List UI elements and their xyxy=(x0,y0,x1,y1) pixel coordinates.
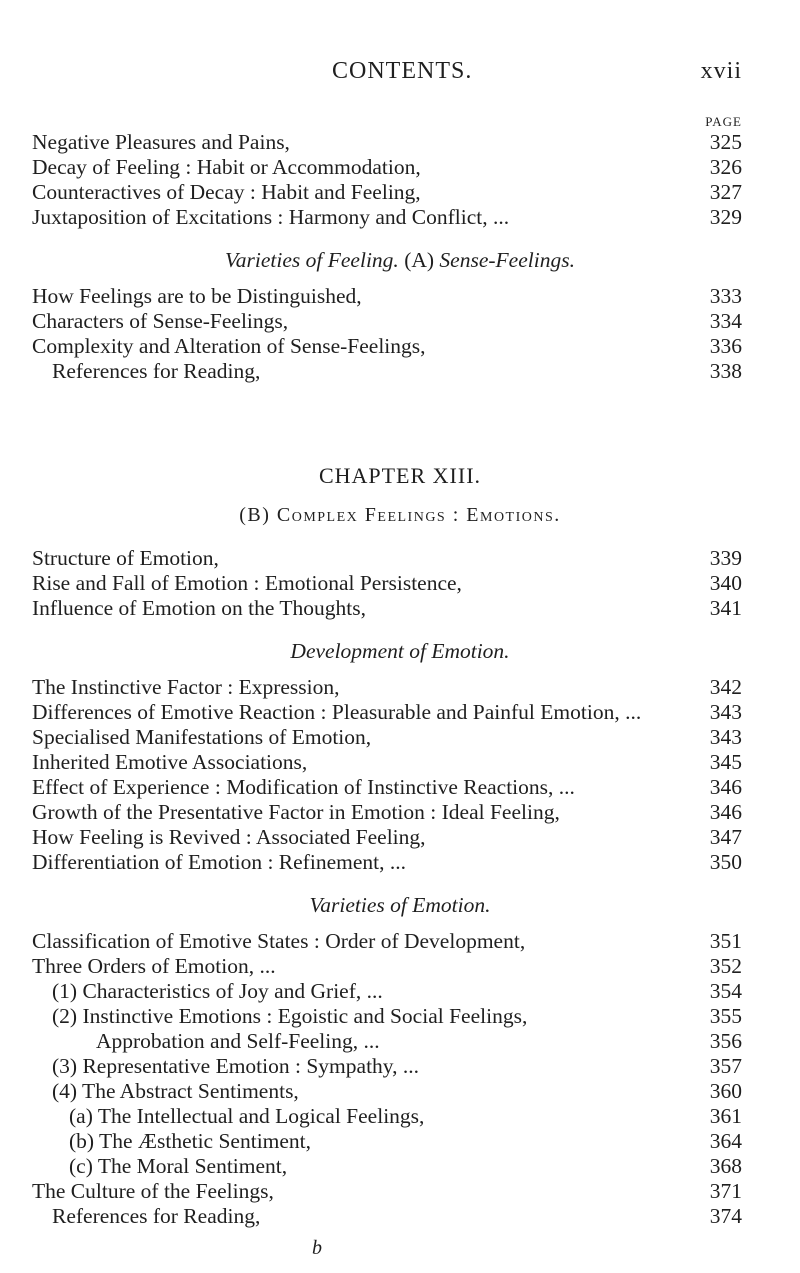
toc-entry xyxy=(0,1177,800,1205)
toc-entry-page: 326 xyxy=(709,155,742,179)
toc-entry-title: (2) Instinctive Emotions : Egoistic and Social Feelings, xyxy=(52,1004,528,1028)
toc-entry-title: Approbation and Self-Feeling, ... xyxy=(96,1029,380,1053)
toc-entry xyxy=(0,153,800,181)
toc-entry-title: How Feelings are to be Distinguished, xyxy=(32,284,362,308)
toc-entry xyxy=(0,798,800,826)
toc-entry-title: Growth of the Presentative Factor in Emotion : Ideal Feeling, xyxy=(32,800,560,824)
running-head-page-numeral: xvii xyxy=(700,58,742,84)
toc-entry-page: 374 xyxy=(709,1204,742,1228)
toc-entry xyxy=(0,128,800,156)
toc-entry xyxy=(0,673,800,701)
sense-heading-mark: (A) xyxy=(404,248,435,272)
running-head xyxy=(0,58,800,88)
toc-entry-page: 371 xyxy=(709,1179,742,1203)
toc-entry xyxy=(0,332,800,360)
toc-entry-page: 355 xyxy=(709,1004,742,1028)
toc-entry-title: Negative Pleasures and Pains, xyxy=(32,130,290,154)
page-column-label: PAGE xyxy=(705,114,742,129)
varieties-of-emotion-heading: Varieties of Emotion. xyxy=(309,893,491,917)
toc-entry xyxy=(0,203,800,231)
toc-entry-title: Decay of Feeling : Habit or Accommodation, xyxy=(32,155,421,179)
toc-entry xyxy=(0,1202,800,1230)
toc-entry-title: Counteractives of Decay : Habit and Feeling, xyxy=(32,180,421,204)
toc-entry xyxy=(0,1052,800,1080)
toc-entry xyxy=(0,544,800,572)
sense-heading-italic: Varieties of Feeling. xyxy=(225,248,399,272)
toc-entry-page: 338 xyxy=(709,359,742,383)
toc-entry xyxy=(0,977,800,1005)
toc-entry-page: 346 xyxy=(709,775,742,799)
toc-entry xyxy=(0,282,800,310)
toc-entry-page: 343 xyxy=(709,725,742,749)
toc-entry-title: (3) Representative Emotion : Sympathy, ... xyxy=(52,1054,420,1078)
toc-entry-title: (1) Characteristics of Joy and Grief, ... xyxy=(52,979,383,1003)
toc-entry-page: 327 xyxy=(709,180,742,204)
sense-feelings-heading xyxy=(0,246,800,274)
chapter-title: CHAPTER XIII. xyxy=(318,463,482,488)
toc-entry-page: 354 xyxy=(709,979,742,1003)
section-title xyxy=(0,504,800,527)
toc-entry-page: 345 xyxy=(709,750,742,774)
toc-entry-page: 325 xyxy=(709,130,742,154)
toc-entry-title: Characters of Sense-Feelings, xyxy=(32,309,289,333)
toc-entry-page: 339 xyxy=(709,546,742,570)
toc-entry-title: (c) The Moral Sentiment, xyxy=(69,1154,288,1178)
toc-entry xyxy=(0,1002,800,1030)
toc-entry-page: 357 xyxy=(709,1054,742,1078)
toc-entry-page: 347 xyxy=(709,825,742,849)
toc-entry-title: Differentiation of Emotion : Refinement, ... xyxy=(32,850,406,874)
toc-entry xyxy=(0,178,800,206)
toc-entry xyxy=(0,927,800,955)
toc-entry-title: How Feeling is Revived : Associated Feeling, xyxy=(32,825,426,849)
toc-entry-page: 340 xyxy=(709,571,742,595)
toc-entry xyxy=(0,1127,800,1155)
signature-mark: b xyxy=(312,1237,322,1259)
toc-entry-page: 342 xyxy=(709,675,742,699)
toc-entry-page: 364 xyxy=(709,1129,742,1153)
toc-entry-title: Structure of Emotion, xyxy=(32,546,219,570)
toc-entry-title: Differences of Emotive Reaction : Pleasurable and Painful Emotion, ... xyxy=(32,700,642,724)
toc-entry-title: References for Reading, xyxy=(52,359,261,383)
toc-entry-title: Classification of Emotive States : Order of Development, xyxy=(32,929,526,953)
toc-entry-page: 334 xyxy=(709,309,742,333)
toc-entry-page: 352 xyxy=(709,954,742,978)
development-heading: Development of Emotion. xyxy=(290,639,510,663)
toc-entry-title: Juxtaposition of Excitations : Harmony and Conflict, ... xyxy=(32,205,510,229)
toc-entry xyxy=(0,698,800,726)
toc-entry-page: 356 xyxy=(709,1029,742,1053)
toc-entry xyxy=(0,1102,800,1130)
toc-entry-title: Rise and Fall of Emotion : Emotional Persistence, xyxy=(32,571,462,595)
toc-entry-title: Influence of Emotion on the Thoughts, xyxy=(32,596,366,620)
toc-entry-page: 360 xyxy=(709,1079,742,1103)
toc-entry-page: 336 xyxy=(709,334,742,358)
toc-entry-page: 329 xyxy=(709,205,742,229)
sense-heading-rest: Sense-Feelings. xyxy=(439,248,575,272)
toc-entry-title: Specialised Manifestations of Emotion, xyxy=(32,725,372,749)
toc-entry-title: Inherited Emotive Associations, xyxy=(32,750,308,774)
toc-entry-page: 351 xyxy=(709,929,742,953)
toc-entry xyxy=(0,773,800,801)
section-title-text: Complex Feelings : Emotions. xyxy=(276,504,561,526)
toc-entry xyxy=(0,307,800,335)
toc-entry-title: (a) The Intellectual and Logical Feelings, xyxy=(69,1104,425,1128)
toc-entry-title: Complexity and Alteration of Sense-Feelings, xyxy=(32,334,426,358)
toc-entry-title: Three Orders of Emotion, ... xyxy=(32,954,276,978)
toc-entry-title: (b) The Æsthetic Sentiment, xyxy=(69,1129,312,1153)
toc-entry xyxy=(0,823,800,851)
toc-entry xyxy=(0,748,800,776)
toc-entry-title: The Culture of the Feelings, xyxy=(32,1179,274,1203)
toc-entry-title: The Instinctive Factor : Expression, xyxy=(32,675,340,699)
toc-entry xyxy=(0,1152,800,1180)
toc-entry-page: 343 xyxy=(709,700,742,724)
toc-entry xyxy=(0,569,800,597)
toc-entry-page: 350 xyxy=(709,850,742,874)
toc-entry xyxy=(0,723,800,751)
toc-entry xyxy=(0,1077,800,1105)
toc-entry-page: 368 xyxy=(709,1154,742,1178)
toc-entry-page: 341 xyxy=(709,596,742,620)
toc-entry-page: 333 xyxy=(709,284,742,308)
toc-entry-page: 361 xyxy=(709,1104,742,1128)
toc-entry-title: References for Reading, xyxy=(52,1204,261,1228)
running-head-title: CONTENTS. xyxy=(332,58,473,84)
toc-entry-title: (4) The Abstract Sentiments, xyxy=(52,1079,299,1103)
toc-entry xyxy=(0,594,800,622)
toc-entry xyxy=(0,848,800,876)
toc-entry xyxy=(0,952,800,980)
section-title-mark: (B) xyxy=(239,504,271,526)
toc-entry xyxy=(0,1027,800,1055)
toc-entry-title: Effect of Experience : Modification of Instinctive Reactions, ... xyxy=(32,775,575,799)
toc-entry-page: 346 xyxy=(709,800,742,824)
toc-entry xyxy=(0,357,800,385)
